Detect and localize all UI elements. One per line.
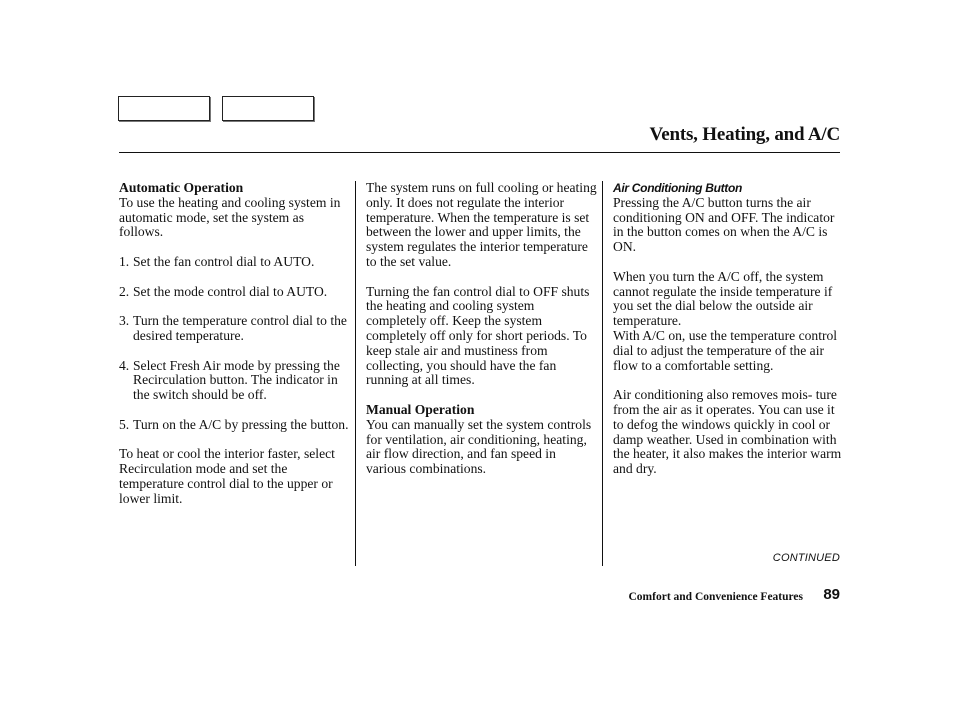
list-item: 5. Turn on the A/C by pressing the button. bbox=[119, 416, 349, 432]
column-divider-right bbox=[602, 181, 603, 566]
next-page-button[interactable] bbox=[222, 96, 314, 121]
continued-label: CONTINUED bbox=[772, 552, 840, 564]
faster-heating-tip-paragraph: To heat or cool the interior faster, select Recirculation mode and set the temperature control dial to the upper or lower limit. bbox=[119, 446, 335, 506]
ac-off-paragraph: When you turn the A/C off, the system cannot regulate the inside temperature if you set the dial below the outside air temperature. bbox=[613, 268, 833, 329]
list-item: 3. Turn the temperature control dial to the desired temperature. bbox=[119, 313, 347, 343]
full-cooling-paragraph: The system runs on full cooling or heating only. It does not regulate the interior temperature. When the temperature is set between the lower and upper limits, the system regulates the interior temperature to the set value. bbox=[366, 180, 597, 269]
column-divider-left bbox=[355, 181, 356, 566]
list-item: 1. Set the fan control dial to AUTO. bbox=[119, 253, 315, 269]
previous-page-button[interactable] bbox=[118, 96, 210, 121]
footer-section-title: Comfort and Convenience Features bbox=[628, 591, 803, 603]
manual-operation-paragraph: You can manually set the system controls for ventilation, air conditioning, heating, air flow direction, and fan speed in various combinations. bbox=[366, 416, 592, 477]
section-heading-manual-operation: Manual Operation bbox=[366, 401, 475, 417]
column-middle bbox=[366, 181, 598, 477]
page-title: Vents, Heating, and A/C bbox=[649, 124, 840, 145]
automatic-intro-paragraph: To use the heating and cooling system in automatic mode, set the system as follows. bbox=[119, 194, 341, 240]
list-item: 4. Select Fresh Air mode by pressing the Recirculation button. The indicator in the switch should be off. bbox=[119, 357, 340, 403]
automatic-steps-list bbox=[119, 255, 351, 433]
section-heading-automatic-operation: Automatic Operation bbox=[119, 180, 244, 195]
section-heading-air-conditioning-button: Air Conditioning Button bbox=[613, 181, 743, 195]
column-right bbox=[613, 181, 845, 477]
dehumidify-paragraph: Air conditioning also removes mois- ture from the air as it operates. You can use it to defog the windows quickly in cool or damp weather. Used in combination with the heater, it also makes the interior warm and dry. bbox=[613, 387, 842, 477]
ac-on-paragraph: With A/C on, use the temperature control dial to adjust the temperature of the air flow to a comfortable setting. bbox=[613, 327, 838, 373]
fan-off-paragraph: Turning the fan control dial to OFF shuts the heating and cooling system completely off. Keep the system completely off only for short periods. To keep stale air and mustiness from collecting, you should have the fan running at all times. bbox=[366, 283, 590, 388]
page-number: 89 bbox=[823, 586, 840, 603]
ac-button-paragraph: Pressing the A/C button turns the air conditioning ON and OFF. The indicator in the button comes on when the A/C is ON. bbox=[613, 194, 835, 255]
title-divider bbox=[119, 152, 840, 153]
list-item: 2. Set the mode control dial to AUTO. bbox=[119, 283, 328, 299]
column-left bbox=[119, 181, 351, 507]
